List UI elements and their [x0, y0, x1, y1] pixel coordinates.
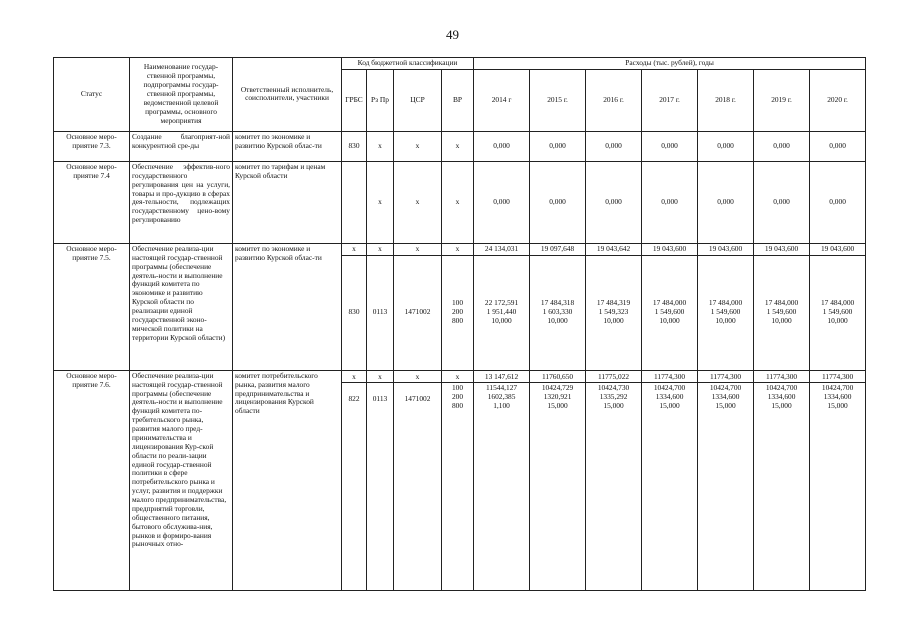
row-rzpr: x	[367, 161, 394, 243]
row-rzpr: x	[367, 243, 394, 255]
row-value: 0,000	[586, 131, 642, 161]
row-grbs: x	[342, 243, 367, 255]
header-year: 2018 г.	[698, 69, 754, 131]
row-value: 0,000	[698, 161, 754, 243]
row-rzpr: 0113	[372, 393, 388, 403]
row-csr: x	[394, 131, 442, 161]
row-csr: 1471002	[394, 255, 442, 370]
row-value: 0,000	[698, 131, 754, 161]
row-value-total: 11774,300	[642, 371, 697, 383]
header-program-name: Наименование государ-ственной программы, подпрограммы государ-ственной программы, ведомственной целевой программы, основного мероприятия	[130, 58, 233, 132]
row-vr: 100 200 800	[442, 255, 474, 370]
row-csr: x	[394, 243, 442, 255]
row-value: 0,000	[474, 161, 530, 243]
row-value-total: 11774,300	[698, 371, 753, 383]
row-status: Основное меро-приятие 7.6.	[54, 370, 130, 590]
row-value: 11544,127 1602,385 1,100	[485, 382, 518, 410]
table-row	[54, 161, 866, 243]
header-budget-code: Код бюджетной классификации	[342, 58, 474, 70]
row-grbs: 830	[342, 131, 367, 161]
row-responsible: комитет потребительского рынка, развития малого предпринимательства и лицензирования Курской области	[233, 370, 342, 590]
row-responsible: комитет по экономике и развитию Курской облас-ти	[233, 131, 342, 161]
row-value: 17 484,000 1 549,600 10,000	[698, 255, 754, 370]
header-vr: ВР	[442, 69, 474, 131]
row-value: 0,000	[474, 131, 530, 161]
row-vr: x	[442, 161, 474, 243]
row-vr: x	[442, 131, 474, 161]
page-number: 49	[446, 27, 459, 42]
row-value: 19 043,600	[754, 243, 810, 255]
table-row	[54, 370, 866, 590]
row-value: 0,000	[530, 131, 586, 161]
header-rzpr: Рз Пр	[367, 69, 394, 131]
header-responsible: Ответственный исполнитель, соисполнители, участники	[233, 58, 342, 132]
row-value: 10424,729 1320,921 15,000	[541, 382, 574, 410]
row-status: Основное меро-приятие 7.4	[54, 161, 130, 243]
header-year: 2015 г.	[530, 69, 586, 131]
row-csr: x	[394, 161, 442, 243]
row-value: 0,000	[754, 161, 810, 243]
row-responsible: комитет по экономике и развитию Курской облас-ти	[233, 243, 342, 370]
row-value: 10424,730 1335,292 15,000	[597, 382, 630, 410]
row-value: 19 043,642	[586, 243, 642, 255]
row-grbs: 822	[348, 393, 360, 403]
row-value: 10424,700 1334,600 15,000	[821, 382, 854, 410]
header-year: 2017 г.	[642, 69, 698, 131]
row-value: 10424,700 1334,600 15,000	[765, 382, 798, 410]
row-rzpr: x	[367, 131, 394, 161]
header-status: Статус	[54, 58, 130, 132]
row-name: Обеспечение эффектив-ного государственного регулирования цен на услуги, товары и про-дукцию в сферах дея-тельности, подлежащих государственному цено-вому регулированию	[130, 161, 233, 243]
row-value: 0,000	[642, 161, 698, 243]
row-value: 24 134,031	[474, 243, 530, 255]
row-value: 0,000	[586, 161, 642, 243]
row-value: 17 484,000 1 549,600 10,000	[810, 255, 866, 370]
row-rzpr-total: x	[367, 371, 393, 383]
row-value: 0,000	[810, 131, 866, 161]
row-value: 17 484,318 1 603,330 10,000	[530, 255, 586, 370]
header-year: 2014 г	[474, 69, 530, 131]
row-vr: 100 200 800	[451, 382, 464, 410]
row-grbs	[342, 161, 367, 243]
row-value-total: 11774,300	[810, 371, 865, 383]
row-grbs-total: x	[342, 371, 366, 383]
row-value: 10424,700 1334,600 15,000	[653, 382, 686, 410]
row-status: Основное меро-приятие 7.5.	[54, 243, 130, 370]
row-value: 19 097,648	[530, 243, 586, 255]
table-row	[54, 243, 866, 255]
row-value-total: 11775,022	[586, 371, 641, 383]
row-value: 17 484,000 1 549,600 10,000	[754, 255, 810, 370]
row-csr: 1471002	[404, 393, 431, 403]
row-value-total: 11774,300	[754, 371, 809, 383]
row-value: 19 043,600	[698, 243, 754, 255]
header-expenses: Расходы (тыс. рублей), годы	[474, 58, 866, 70]
row-vr-total: x	[442, 371, 473, 383]
row-value: 0,000	[530, 161, 586, 243]
row-value: 10424,700 1334,600 15,000	[709, 382, 742, 410]
row-value: 17 484,000 1 549,600 10,000	[642, 255, 698, 370]
row-responsible: комитет по тарифам и ценам Курской области	[233, 161, 342, 243]
header-year: 2019 г.	[754, 69, 810, 131]
row-vr: x	[442, 243, 474, 255]
row-value: 19 043,600	[810, 243, 866, 255]
row-status: Основное меро-приятие 7.3.	[54, 131, 130, 161]
row-rzpr: 0113	[367, 255, 394, 370]
row-name: Обеспечение реализа-ции настоящей государ-ственной программы (обеспечение деятель-ности и выполнение функций комитета по экономике и развитию Курской области по реализации единой государственной эконо-мической политики на территории Курской области)	[130, 243, 233, 370]
row-value: 19 043,600	[642, 243, 698, 255]
row-name: Создание благоприят-ной конкурентной сре-ды	[130, 131, 233, 161]
row-value: 0,000	[754, 131, 810, 161]
header-csr: ЦСР	[394, 69, 442, 131]
row-value: 22 172,591 1 951,440 10,000	[474, 255, 530, 370]
row-grbs: 830	[342, 255, 367, 370]
budget-table	[53, 57, 866, 591]
row-csr-total: x	[394, 371, 441, 383]
row-name: Обеспечение реализа-ции настоящей государ-ственной программы (обеспечение деятель-ности и выполнение функций комитета по-требительского рынка, развития малого пред-принимательства и лицензирования Кур-ской области по реали-зации единой государ-ственной политики в сфере потребительского рынка и услуг, развития и поддержки малого предпринимательства, предприятий торговли, общественного питания, бытового обслужива-ния, рынков и формиро-вания рыночных отно-	[130, 370, 233, 590]
row-value: 17 484,319 1 549,323 10,000	[586, 255, 642, 370]
header-grbs: ГРБС	[342, 69, 367, 131]
row-value-total: 11760,650	[530, 371, 585, 383]
table-row	[54, 131, 866, 161]
header-year: 2016 г.	[586, 69, 642, 131]
row-value: 0,000	[810, 161, 866, 243]
row-value: 0,000	[642, 131, 698, 161]
header-year: 2020 г.	[810, 69, 866, 131]
row-value-total: 13 147,612	[474, 371, 529, 383]
